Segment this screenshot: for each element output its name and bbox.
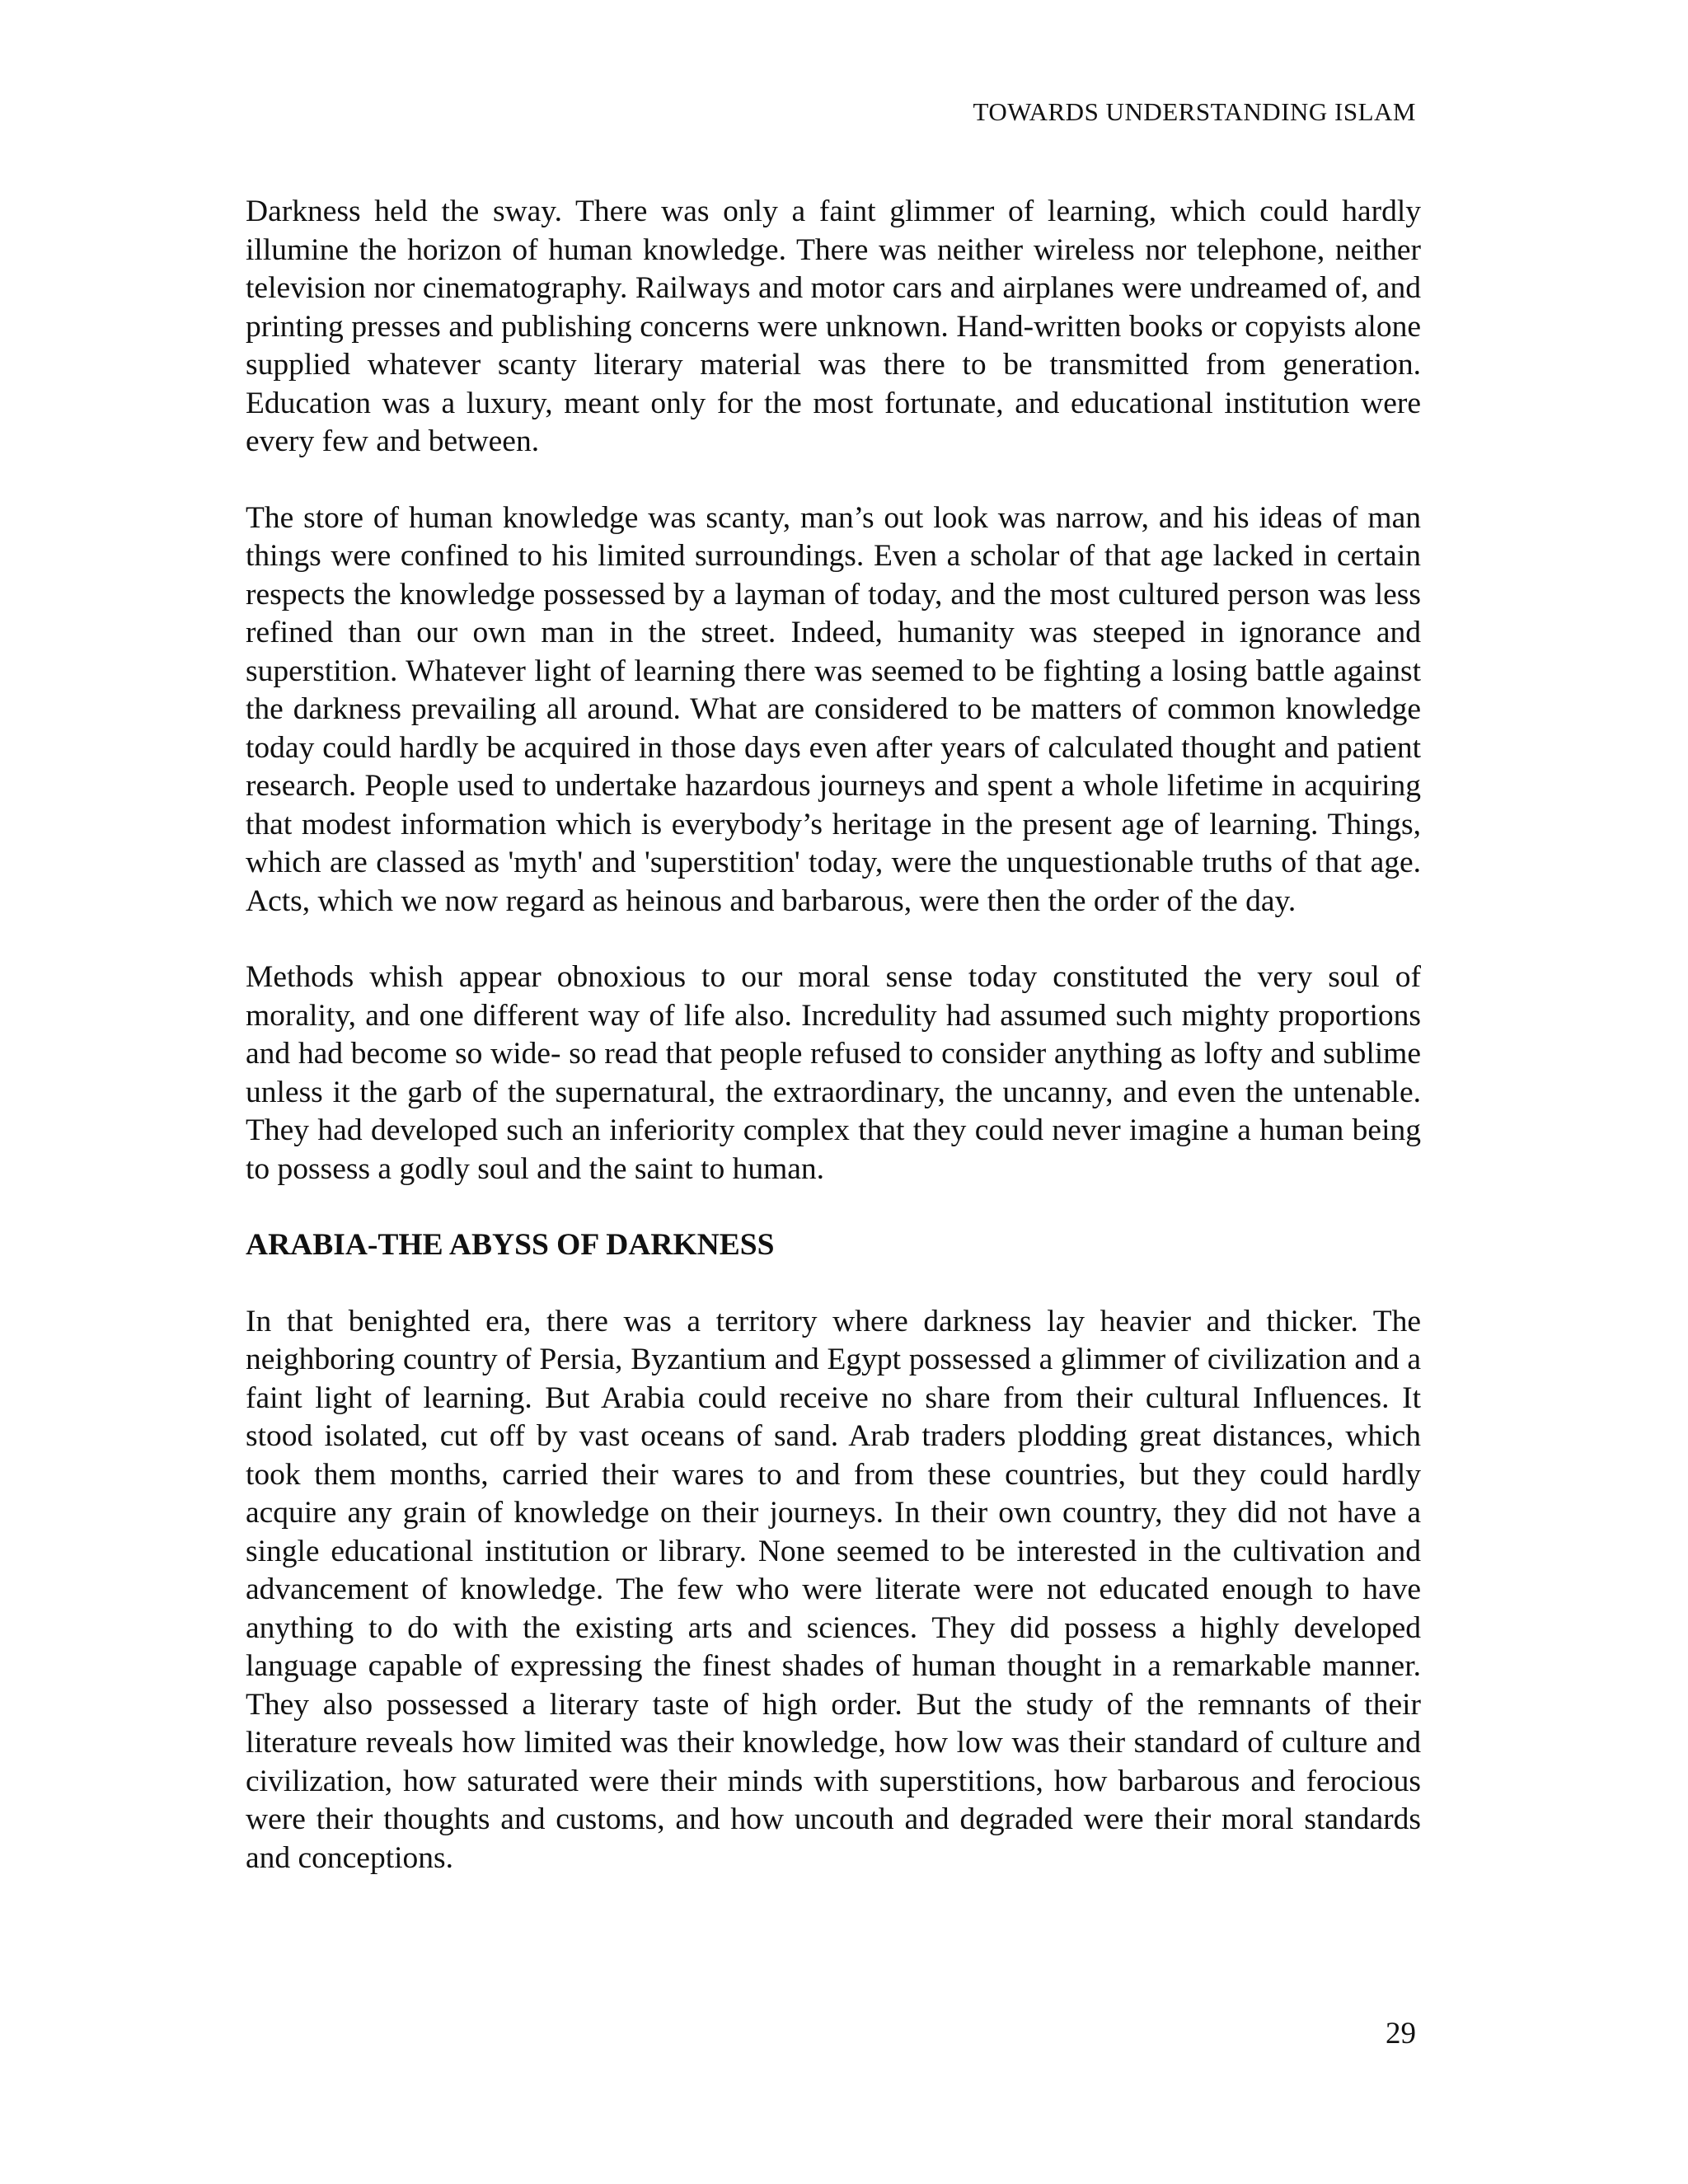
section-heading: ARABIA-THE ABYSS OF DARKNESS	[246, 1228, 775, 1262]
page-body	[246, 193, 1421, 1915]
paragraph-arabia: In that benighted era, there was a territory where darkness lay heavier and thicker. The neighboring country of Persia, Byzantium and Egypt possessed a glimmer of civilization and a faint light of learning. But Arabia could receive no share from their cultural Influences. It stood isolated, cut off by vast oceans of sand. Arab traders plodding great distances, which took them months, carried their wares to and from these countries, but they could hardly acquire any grain of knowledge on their journeys. In their own country, they did not have a single educational institution or library. None seemed to be interested in the cultivation and advancement of knowledge. The few who were literate were not educated enough to have anything to do with the existing arts and sciences. They did possess a highly developed language capable of expressing the finest shades of human thought in a remarkable manner. They also possessed a literary taste of high order. But the study of the remnants of their literature reveals how limited was their knowledge, how low was their standard of culture and civilization, how saturated were their minds with superstitions, how barbarous and ferocious were their thoughts and customs, and how uncouth and degraded were their moral standards and conceptions.	[246, 1304, 1421, 1875]
paragraph-darkness: Darkness held the sway. There was only a faint glimmer of learning, which could hardly illumine the horizon of human knowledge. There was neither wireless nor telephone, neither television nor cinematography. Railways and motor cars and airplanes were undreamed of, and printing presses and publishing concerns were unknown. Hand-written books or copyists alone supplied whatever scanty literary material was there to be transmitted from generation. Education was a luxury, meant only for the most fortunate, and educational institution were every few and between.	[246, 194, 1421, 458]
running-header: TOWARDS UNDERSTANDING ISLAM	[973, 97, 1416, 126]
paragraph-human-knowledge: The store of human knowledge was scanty, man’s out look was narrow, and his ideas of man things were confined to his limited surroundings. Even a scholar of that age lacked in certain respects the knowledge possessed by a layman of today, and the most cultured person was less refined than our own man in the street. Indeed, humanity was steeped in ignorance and superstition. Whatever light of learning there was seemed to be fighting a losing battle against the darkness prevailing all around. What are considered to be matters of common knowledge today could hardly be acquired in those days even after years of calculated thought and patient research. People used to undertake hazardous journeys and spent a whole lifetime in acquiring that modest information which is everybody’s heritage in the present age of learning. Things, which are classed as 'myth' and 'superstition' today, were the unquestionable truths of that age. Acts, which we now regard as heinous and barbarous, were then the order of the day.	[246, 500, 1421, 918]
paragraph-methods: Methods whish appear obnoxious to our moral sense today constituted the very soul of morality, and one different way of life also. Incredulity had assumed such mighty proportions and had become so wide- so read that people refused to consider anything as lofty and sublime unless it the garb of the supernatural, the extraordinary, the uncanny, and even the untenable. They had developed such an inferiority complex that they could never imagine a human being to possess a godly soul and the saint to human.	[246, 960, 1421, 1186]
page-number: 29	[1386, 2017, 1416, 2050]
